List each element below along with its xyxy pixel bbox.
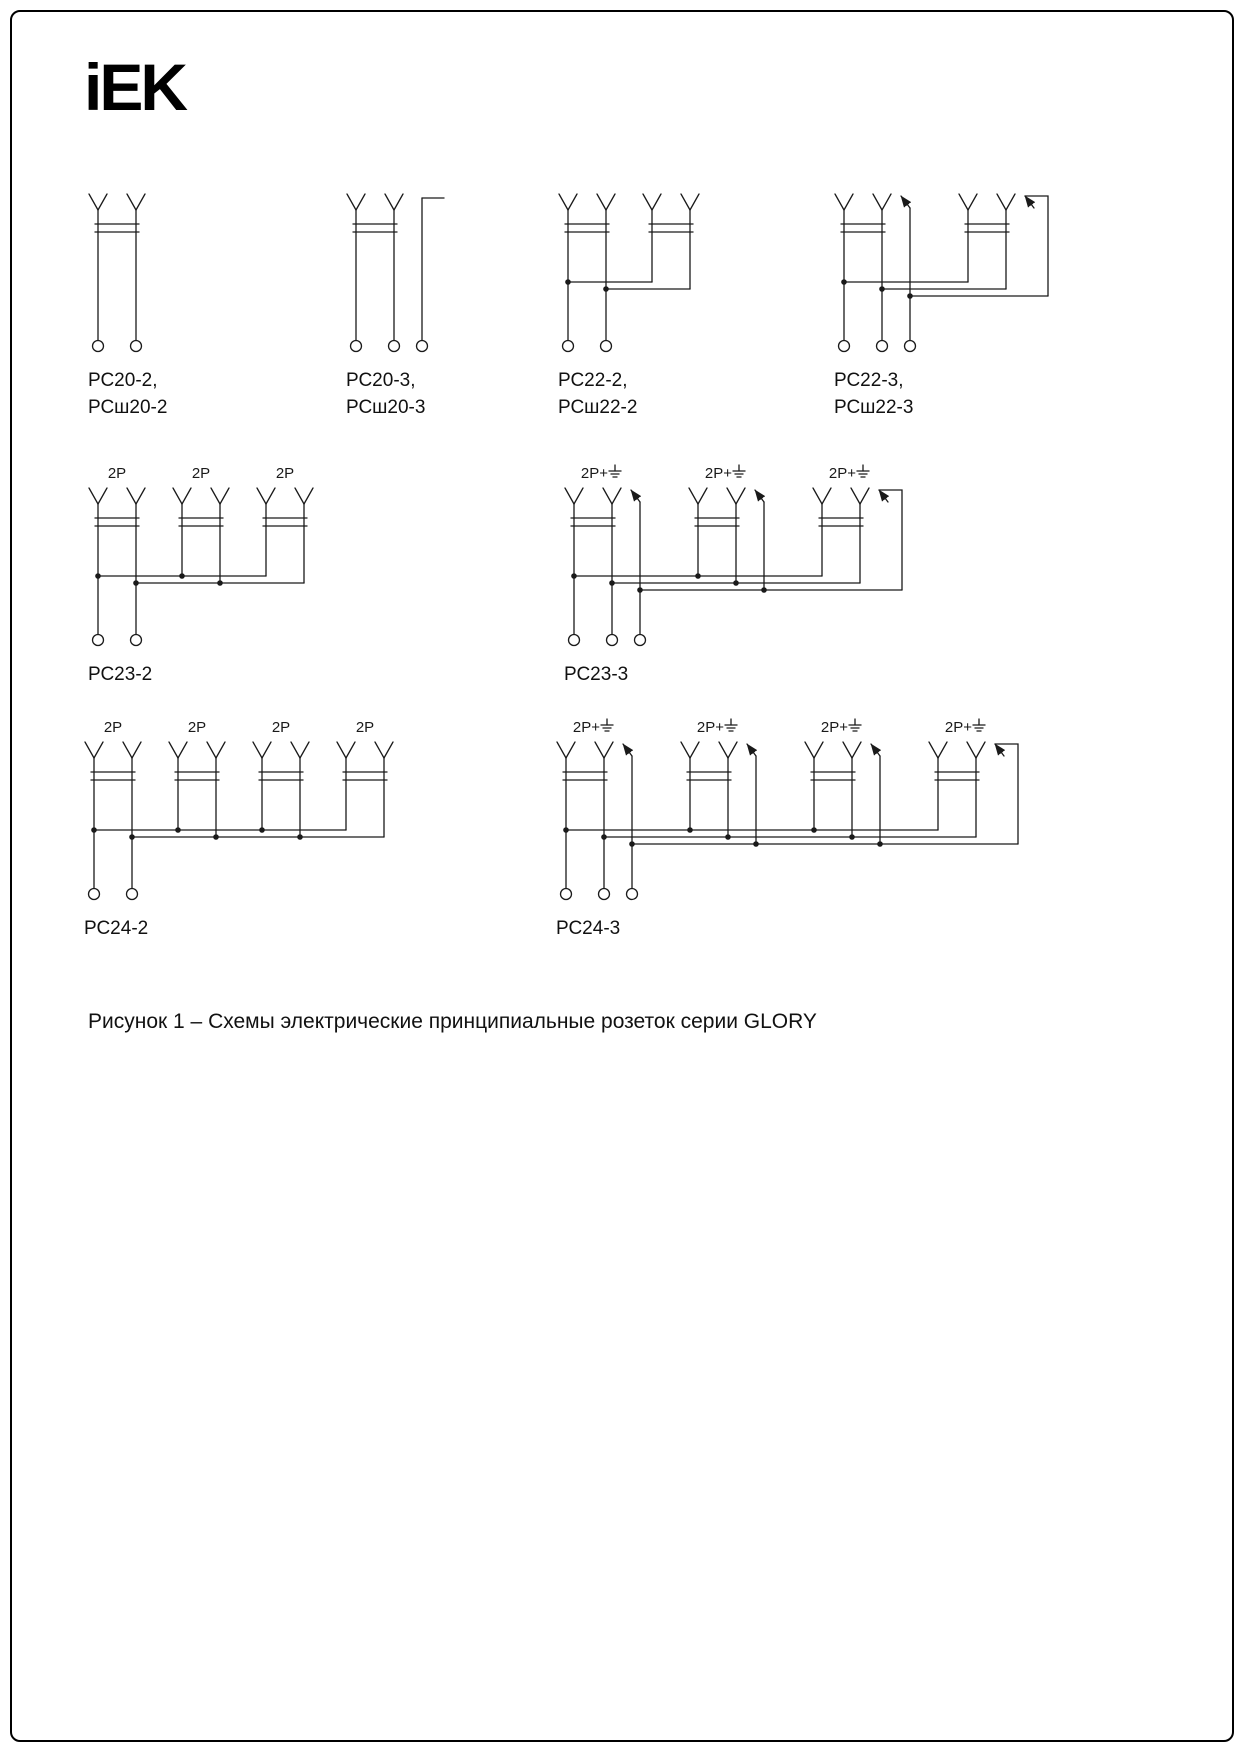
diagram-label-line2: РСш22-2 (558, 396, 638, 418)
junction-dot (565, 279, 571, 285)
junction-dot (259, 827, 265, 833)
earth-contact-arrow-icon (901, 196, 910, 208)
diagram-pc24-2 (80, 716, 394, 943)
junction-dot (91, 827, 97, 833)
pole-label: 2Р (191, 465, 211, 482)
diagram-label-line1: РС23-3 (564, 664, 629, 685)
junction-dot (733, 580, 739, 586)
pole-label: 2Р+ (944, 719, 972, 736)
terminal-circle (127, 889, 138, 900)
terminal-circle (561, 889, 572, 900)
terminal-circle (389, 341, 400, 352)
terminal-circle (93, 341, 104, 352)
diagram-label (84, 916, 394, 943)
earth-symbol-icon (725, 719, 737, 731)
figure-caption: Рисунок 1 – Схемы электрические принципиальные розеток серии GLORY (88, 1010, 817, 1033)
schematic-pc20-2-icon (84, 184, 146, 356)
schematic-pc24-2-icon (80, 716, 394, 904)
earth-contact-arrow-icon (871, 744, 880, 756)
schematic-pc22-3-icon (830, 184, 1058, 356)
pole-label: 2Р+ (696, 719, 724, 736)
terminal-circle (131, 341, 142, 352)
terminal-circle (839, 341, 850, 352)
diagram-label (834, 368, 1058, 421)
junction-dot (297, 834, 303, 840)
diagram-label-line1: РС22-2, (558, 370, 628, 391)
diagram-pc22-3 (830, 184, 1058, 421)
terminal-circle (351, 341, 362, 352)
pole-label: 2Р (275, 465, 295, 482)
terminal-circle (563, 341, 574, 352)
document-page (10, 10, 1234, 1742)
terminal-circle (627, 889, 638, 900)
earth-contact-arrow-icon (995, 744, 1004, 756)
terminal-circle (569, 635, 580, 646)
pole-label: 2Р (187, 719, 207, 736)
terminal-circle (601, 341, 612, 352)
earth-contact-arrow-icon (747, 744, 756, 756)
diagram-label (564, 662, 912, 689)
diagram-label (558, 368, 700, 421)
junction-dot (217, 580, 223, 586)
earth-symbol-icon (609, 465, 621, 477)
diagram-label-line1: РС24-2 (84, 918, 149, 939)
earth-symbol-icon (973, 719, 985, 731)
pole-label: 2Р+ (828, 465, 856, 482)
terminal-circle (635, 635, 646, 646)
junction-dot (129, 834, 135, 840)
earth-contact-arrow-icon (623, 744, 632, 756)
pole-label: 2Р (271, 719, 291, 736)
schematic-pc22-2-icon (554, 184, 700, 356)
junction-dot (571, 573, 577, 579)
diagram-pc20-3 (342, 184, 454, 421)
earth-symbol-icon (733, 465, 745, 477)
terminal-circle (607, 635, 618, 646)
terminal-circle (89, 889, 100, 900)
terminal-circle (417, 341, 428, 352)
junction-dot (609, 580, 615, 586)
junction-dot (687, 827, 693, 833)
pole-label: 2Р+ (704, 465, 732, 482)
junction-dot (849, 834, 855, 840)
diagram-pc20-2 (84, 184, 167, 421)
junction-dot (603, 286, 609, 292)
pole-label: 2Р (103, 719, 123, 736)
pole-label: 2Р+ (820, 719, 848, 736)
junction-dot (811, 827, 817, 833)
diagram-label-line1: РС20-3, (346, 370, 416, 391)
diagram-pc23-2 (84, 462, 314, 689)
junction-dot (629, 841, 635, 847)
pole-label: 2Р+ (580, 465, 608, 482)
earth-symbol-icon (601, 719, 613, 731)
junction-dot (695, 573, 701, 579)
diagram-label-line1: РС20-2, (88, 370, 158, 391)
junction-dot (753, 841, 759, 847)
diagram-label (88, 662, 314, 689)
schematic-pc23-2-icon (84, 462, 314, 650)
earth-contact-arrow-icon (755, 490, 764, 502)
junction-dot (761, 587, 767, 593)
junction-dot (563, 827, 569, 833)
junction-dot (213, 834, 219, 840)
terminal-circle (877, 341, 888, 352)
terminal-circle (599, 889, 610, 900)
terminal-circle (93, 635, 104, 646)
diagram-label-line1: РС22-3, (834, 370, 904, 391)
junction-dot (637, 587, 643, 593)
pole-label: 2Р+ (572, 719, 600, 736)
junction-dot (179, 573, 185, 579)
diagram-pc23-3 (560, 462, 912, 689)
diagram-label (346, 368, 454, 421)
junction-dot (907, 293, 913, 299)
junction-dot (175, 827, 181, 833)
schematic-pc20-3-icon (342, 184, 454, 356)
earth-contact-arrow-icon (631, 490, 640, 502)
iek-logo: iEK (84, 50, 186, 124)
terminal-circle (905, 341, 916, 352)
junction-dot (879, 286, 885, 292)
diagram-label (556, 916, 1028, 943)
diagram-label-line2: РСш22-3 (834, 396, 914, 418)
diagram-label-line1: РС24-3 (556, 918, 621, 939)
junction-dot (601, 834, 607, 840)
junction-dot (133, 580, 139, 586)
junction-dot (841, 279, 847, 285)
schematic-pc24-3-icon (552, 716, 1028, 904)
pole-label: 2Р (355, 719, 375, 736)
diagram-pc24-3 (552, 716, 1028, 943)
earth-symbol-icon (849, 719, 861, 731)
junction-dot (877, 841, 883, 847)
schematic-pc23-3-icon (560, 462, 912, 650)
junction-dot (95, 573, 101, 579)
diagram-pc22-2 (554, 184, 700, 421)
earth-contact-arrow-icon (1025, 196, 1034, 208)
terminal-circle (131, 635, 142, 646)
diagram-label (88, 368, 167, 421)
junction-dot (725, 834, 731, 840)
earth-contact-arrow-icon (879, 490, 888, 502)
diagram-label-line2: РСш20-2 (88, 396, 168, 418)
earth-symbol-icon (857, 465, 869, 477)
pole-label: 2Р (107, 465, 127, 482)
diagram-label-line1: РС23-2 (88, 664, 153, 685)
diagram-label-line2: РСш20-3 (346, 396, 426, 418)
